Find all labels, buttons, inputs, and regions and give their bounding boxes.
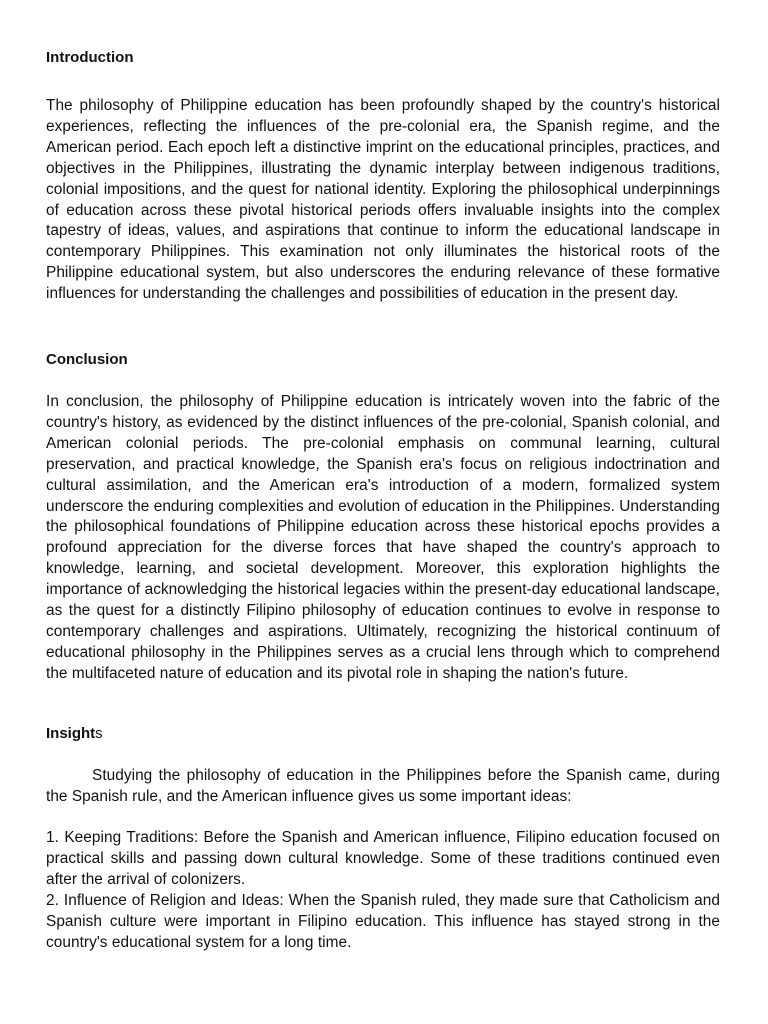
insights-heading-bold: Insight bbox=[46, 725, 96, 742]
conclusion-heading: Conclusion bbox=[46, 351, 128, 368]
introduction-paragraph: The philosophy of Philippine education has been profoundly shaped by the country's historical experiences, reflecting the influences of the pre-colonial era, the Spanish regime, and the American period. Each epoch left a distinctive imprint on the educational principles, practices, and objectives in the Philippines, illustrating the dynamic interplay between indigenous traditions, colonial impositions, and the quest for national identity. Exploring the philosophical underpinnings of education across these pivotal historical periods offers invaluable insights into the complex tapestry of ideas, values, and aspirations that continue to inform the educational landscape in contemporary Philippines. This examination not only illuminates the historical roots of the Philippine educational system, but also underscores the enduring relevance of these formative influences for understanding the challenges and possibilities of education in the present day. bbox=[46, 97, 720, 303]
insights-intro-paragraph: Studying the philosophy of education in the Philippines before the Spanish came, during the Spanish rule, and the American influence gives us some important ideas: bbox=[46, 767, 720, 805]
insight-point-1: 1. Keeping Traditions: Before the Spanish and American influence, Filipino education focused on practical skills and passing down cultural knowledge. Some of these traditions continued even after the arrival of colonizers. bbox=[46, 829, 720, 888]
insights-heading bbox=[46, 724, 103, 744]
conclusion-paragraph: In conclusion, the philosophy of Philippine education is intricately woven into the fabric of the country's history, as evidenced by the distinct influences of the pre-colonial, Spanish colonial, and American colonial periods. The pre-colonial emphasis on communal learning, cultural preservation, and practical knowledge, the Spanish era's focus on religious indoctrination and cultural assimilation, and the American era's introduction of a modern, formalized system underscore the enduring complexities and evolution of education in the Philippines. Understanding the philosophical foundations of Philippine education across these historical epochs provides a profound appreciation for the diverse forces that have shaped the country's approach to knowledge, learning, and societal development. Moreover, this exploration highlights the importance of acknowledging the historical legacies within the present-day educational landscape, as the quest for a distinctly Filipino philosophy of education continues to evolve in response to contemporary challenges and aspirations. Ultimately, recognizing the historical continuum of educational philosophy in the Philippines serves as a crucial lens through which to comprehend the multifaceted nature of education and its pivotal role in shaping the nation's future. bbox=[46, 393, 720, 682]
insight-point-2: 2. Influence of Religion and Ideas: When the Spanish ruled, they made sure that Catholicism and Spanish culture were important in Filipino education. This influence has stayed strong in the country's educational system for a long time. bbox=[46, 892, 720, 951]
insights-heading-tail: s bbox=[95, 725, 103, 742]
introduction-heading: Introduction bbox=[46, 49, 134, 66]
